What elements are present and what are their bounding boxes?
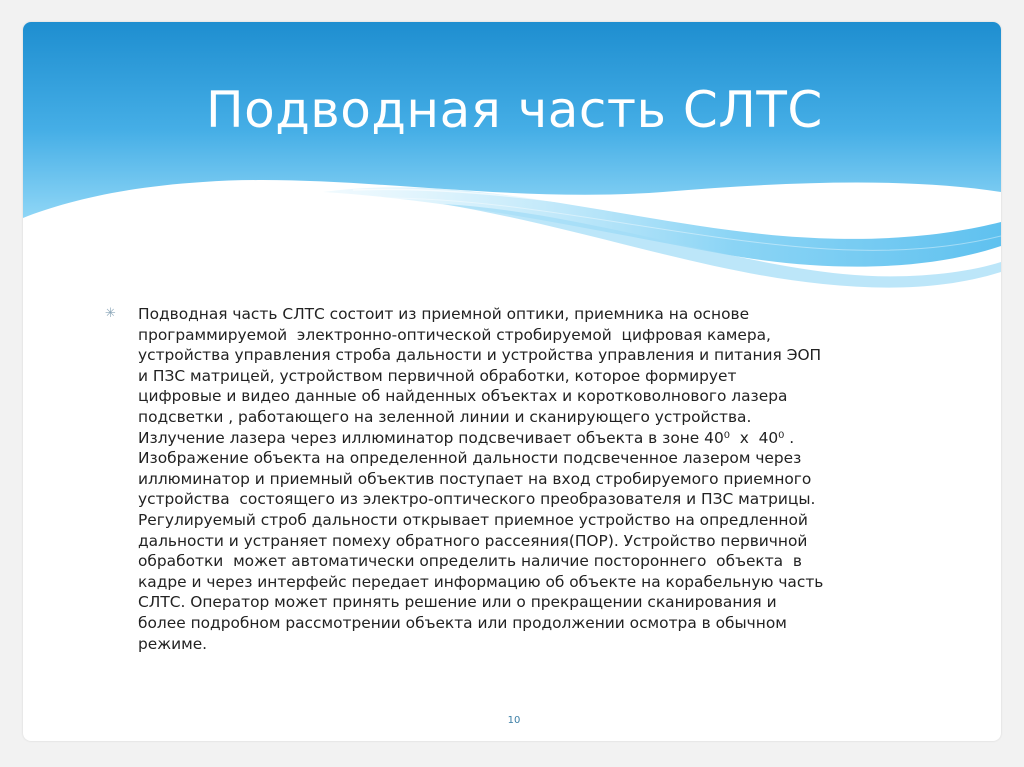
slide-title: Подводная часть СЛТС [206,81,823,139]
body-paragraph: Подводная часть СЛТС состоит из приемной оптики, приемника на основе программируемой электронно-оптической стробируемой цифровая камера, устройства управления строба дальности и устройства управления и питания ЭОП и ПЗС матрицей, устройством первичной обработки, которое формирует цифровые и видео данные об найденных объектах и коротковолнового лазера подсветки , работающего на зеленной линии и сканирующего устройства. Излучение лазера через иллюминатор подсвечивает объекта в зоне 40⁰ х 40⁰ . Изображение объекта на определенной дальности подсвеченное лазером через иллюминатор и приемный объектив поступает на вход стробируемого приемного устройства состоящего из электро-оптического преобразователя и ПЗС матрицы. Регулируемый строб дальности открывает приемное устройство на опредленной дальности и устраняет помеху обратного рассеяния(ПОР). Устройство первичной обработки может автоматически определить наличие постороннего объекта в кадре и через интерфейс передает информацию об объекте на корабельную часть СЛТС. Оператор может принять решение или о прекращении сканирования и более подробном рассмотрении объекта или продолжении осмотра в обычном режиме. [138,305,824,653]
page-number: 10 [507,715,521,726]
bullet-icon: ✳ [105,306,116,321]
slide [23,22,1001,741]
slide-header-wave [23,22,1001,322]
